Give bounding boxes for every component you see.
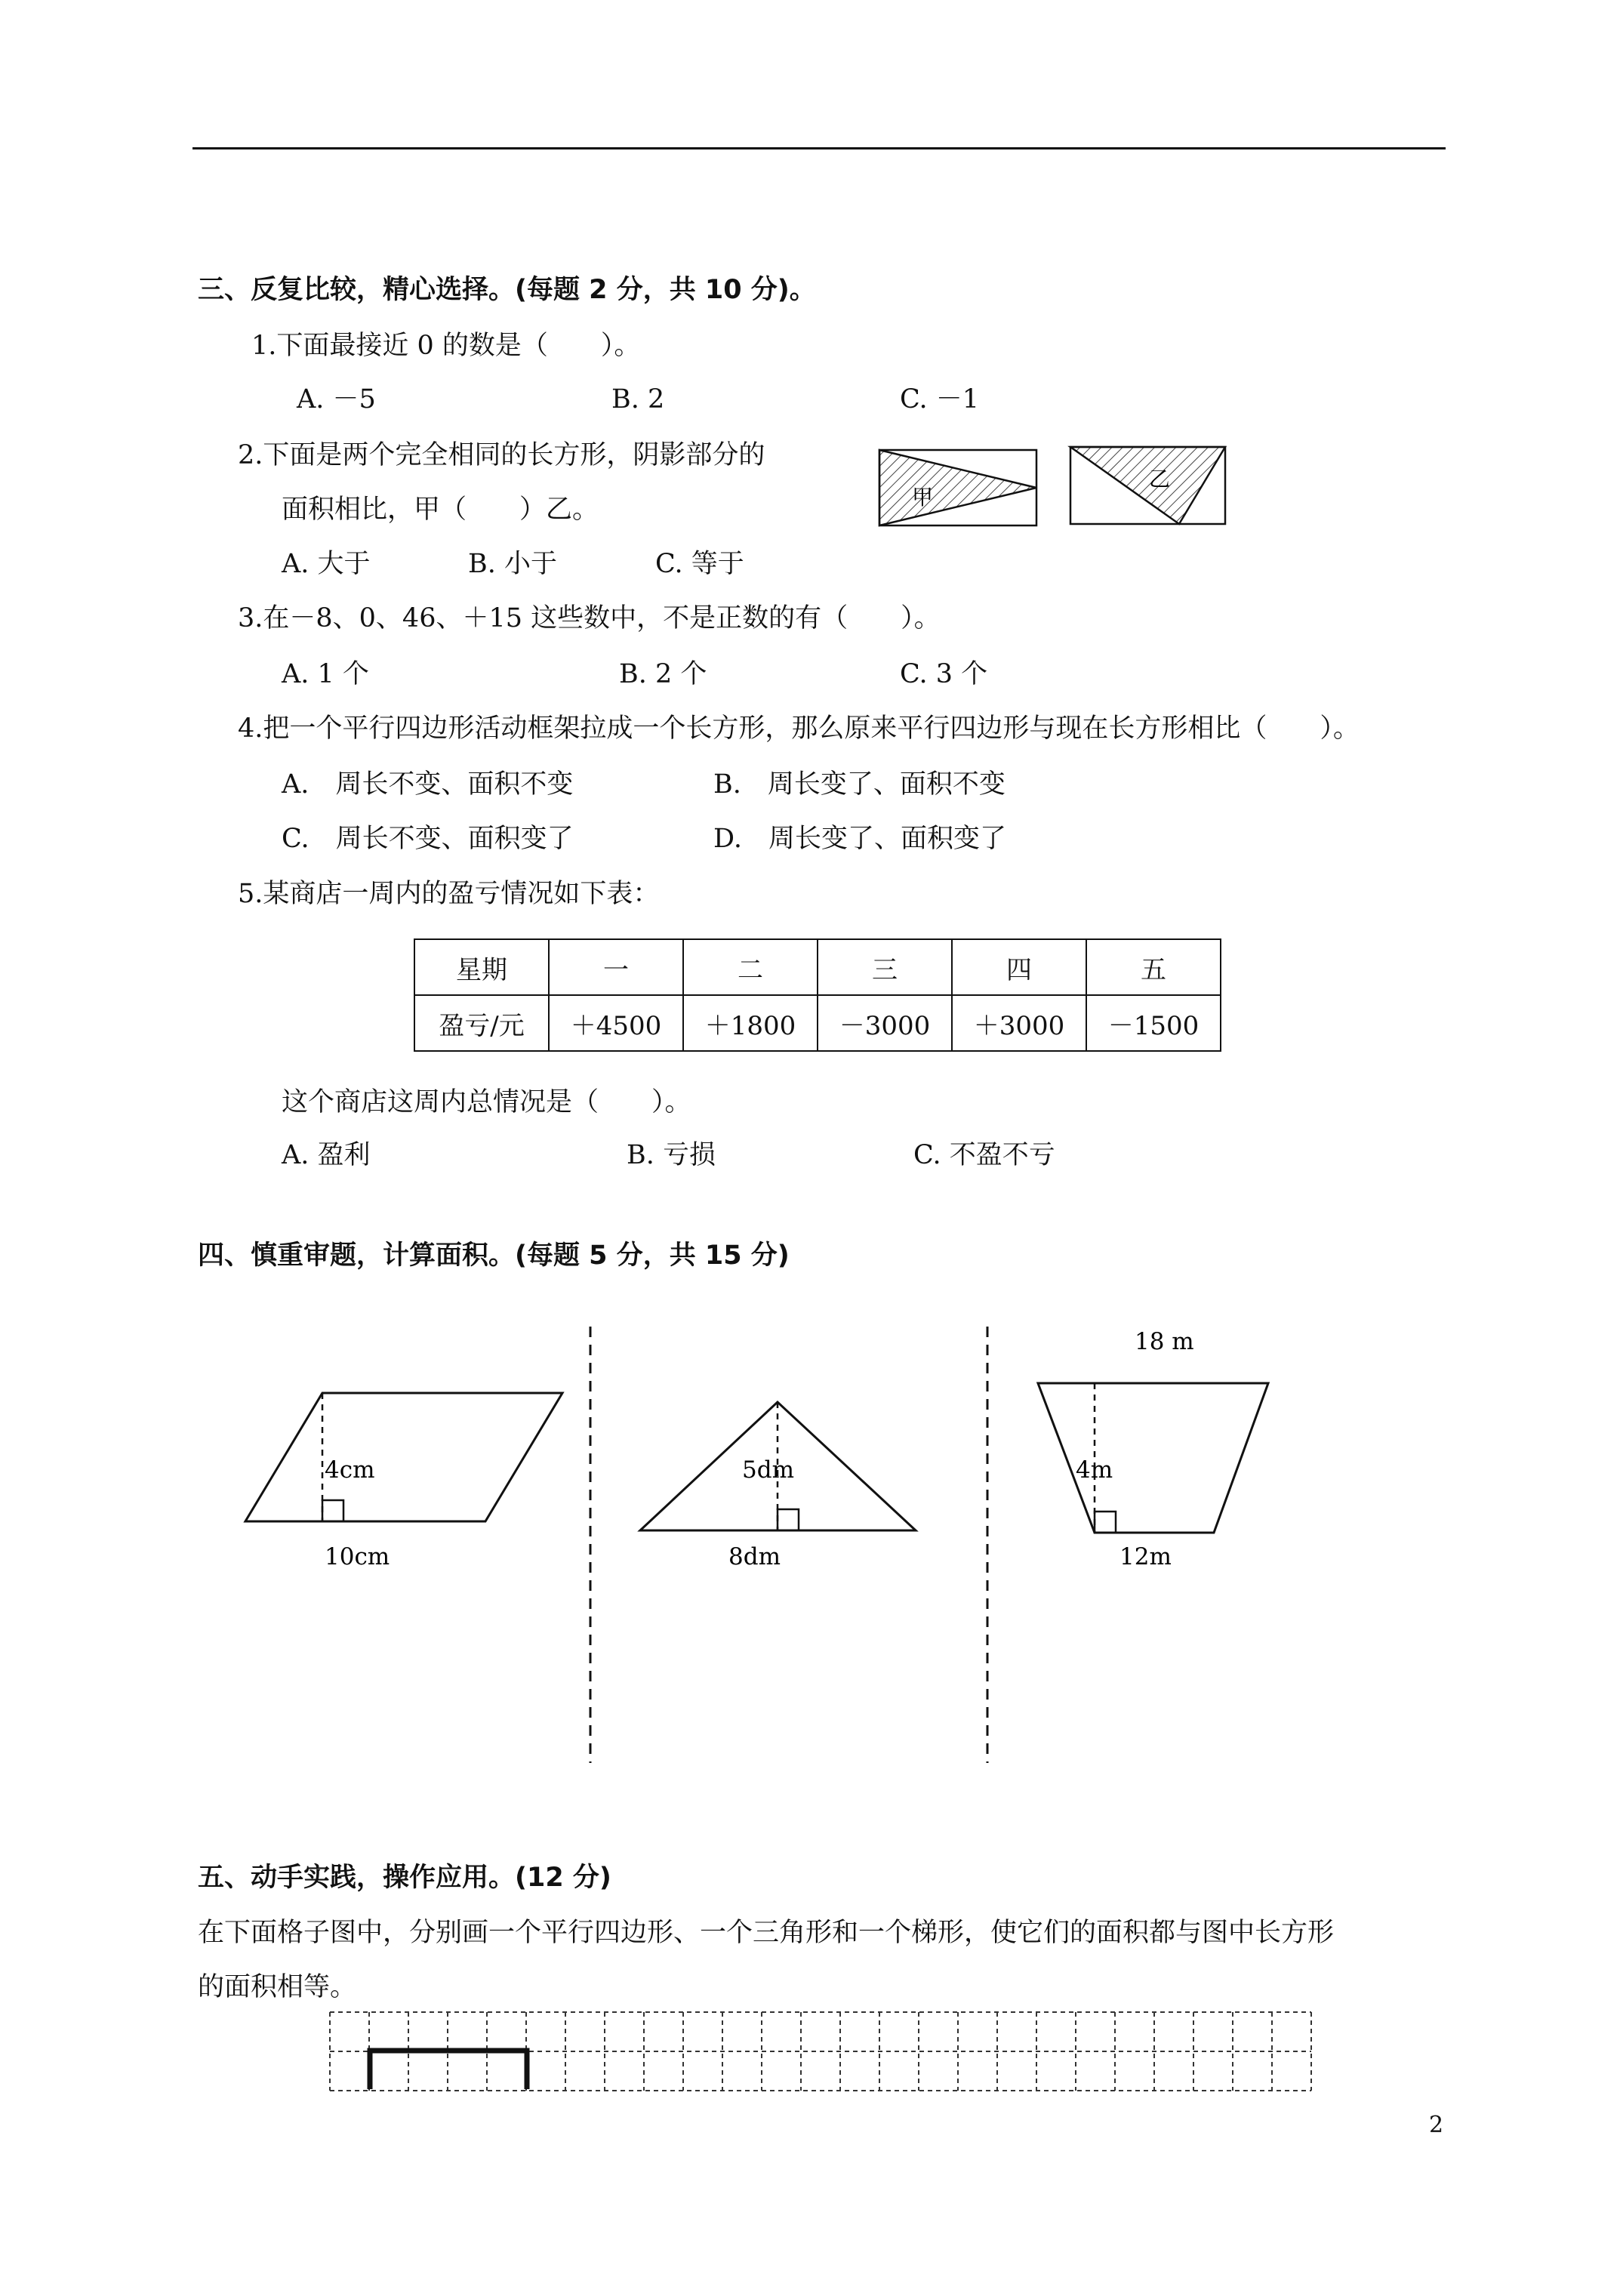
table-cell: 星期 [414,939,549,995]
table-cell: ＋4500 [549,995,683,1051]
q4-option-d: D. 周长变了、面积变了 [713,824,1006,854]
q3-option-c: C. 3 个 [900,659,988,689]
q2-option-b: B. 小于 [468,549,557,579]
q4-option-a: A. 周长不变、面积不变 [282,769,574,800]
q2-option-c: C. 等于 [655,549,744,579]
section5-line2: 的面积相等。 [198,1972,357,2002]
table-cell: ＋1800 [683,995,818,1051]
q3-option-b: B. 2 个 [619,659,707,689]
q2-rect-b [1070,447,1225,524]
q3-text: 3.在－8、0、46、＋15 这些数中，不是正数的有（ ）。 [238,603,941,633]
q5-option-b: B. 亏损 [627,1140,716,1170]
q4-text: 4.把一个平行四边形活动框架拉成一个长方形，那么原来平行四边形与现在长方形相比（ ）。 [238,713,1360,744]
q3-option-a: A. 1 个 [282,659,369,689]
q2-label-b: 乙 [1149,467,1171,492]
section5-line1: 在下面格子图中，分别画一个平行四边形、一个三角形和一个梯形，使它们的面积都与图中长方形 [198,1918,1335,1948]
parallelogram-height-label: 4cm [325,1456,375,1484]
q2-rect-a [879,450,1036,525]
parallelogram-figure [245,1393,562,1521]
q1-option-a: A. －5 [297,384,376,415]
triangle-height-label: 5dm [742,1456,794,1484]
q2-text-line1: 2.下面是两个完全相同的长方形，阴影部分的 [238,440,765,470]
table-cell: －1500 [1086,995,1221,1051]
q5-followup: 这个商店这周内总情况是（ ）。 [282,1087,691,1117]
q2-option-a: A. 大于 [282,549,371,579]
table-cell: 五 [1086,939,1221,995]
q1-option-b: B. 2 [611,384,665,415]
trapezoid-height-label: 4m [1076,1456,1113,1484]
q5-option-a: A. 盈利 [282,1140,371,1170]
table-cell: 一 [549,939,683,995]
section4-title: 四、慎重审题，计算面积。(每题 5 分，共 15 分) [198,1240,790,1271]
trapezoid-top-label: 18 m [1135,1328,1194,1355]
q5-text: 5.某商店一周内的盈亏情况如下表： [238,879,660,909]
table-cell: 二 [683,939,818,995]
table-cell: 四 [952,939,1086,995]
table-cell: －3000 [818,995,952,1051]
section3-title: 三、反复比较，精心选择。(每题 2 分，共 10 分)。 [198,275,816,305]
trapezoid-figure [1038,1383,1268,1533]
q5-option-c: C. 不盈不亏 [913,1140,1055,1170]
section5-title: 五、动手实践，操作应用。(12 分) [198,1863,611,1893]
trapezoid-bottom-label: 12m [1119,1543,1172,1570]
page-number: 2 [1429,2112,1444,2138]
q1-text: 1.下面最接近 0 的数是（ ）。 [251,331,641,361]
q2-text-line2: 面积相比，甲（ ）乙。 [282,495,599,525]
q2-label-a: 甲 [912,485,934,510]
q4-option-b: B. 周长变了、面积不变 [713,769,1006,800]
q1-option-c: C. －1 [900,384,980,415]
table-cell: 三 [818,939,952,995]
table-cell: 盈亏/元 [414,995,549,1051]
table-cell: ＋3000 [952,995,1086,1051]
parallelogram-base-label: 10cm [325,1543,390,1570]
triangle-base-label: 8dm [728,1543,781,1570]
q4-option-c: C. 周长不变、面积变了 [282,824,574,854]
